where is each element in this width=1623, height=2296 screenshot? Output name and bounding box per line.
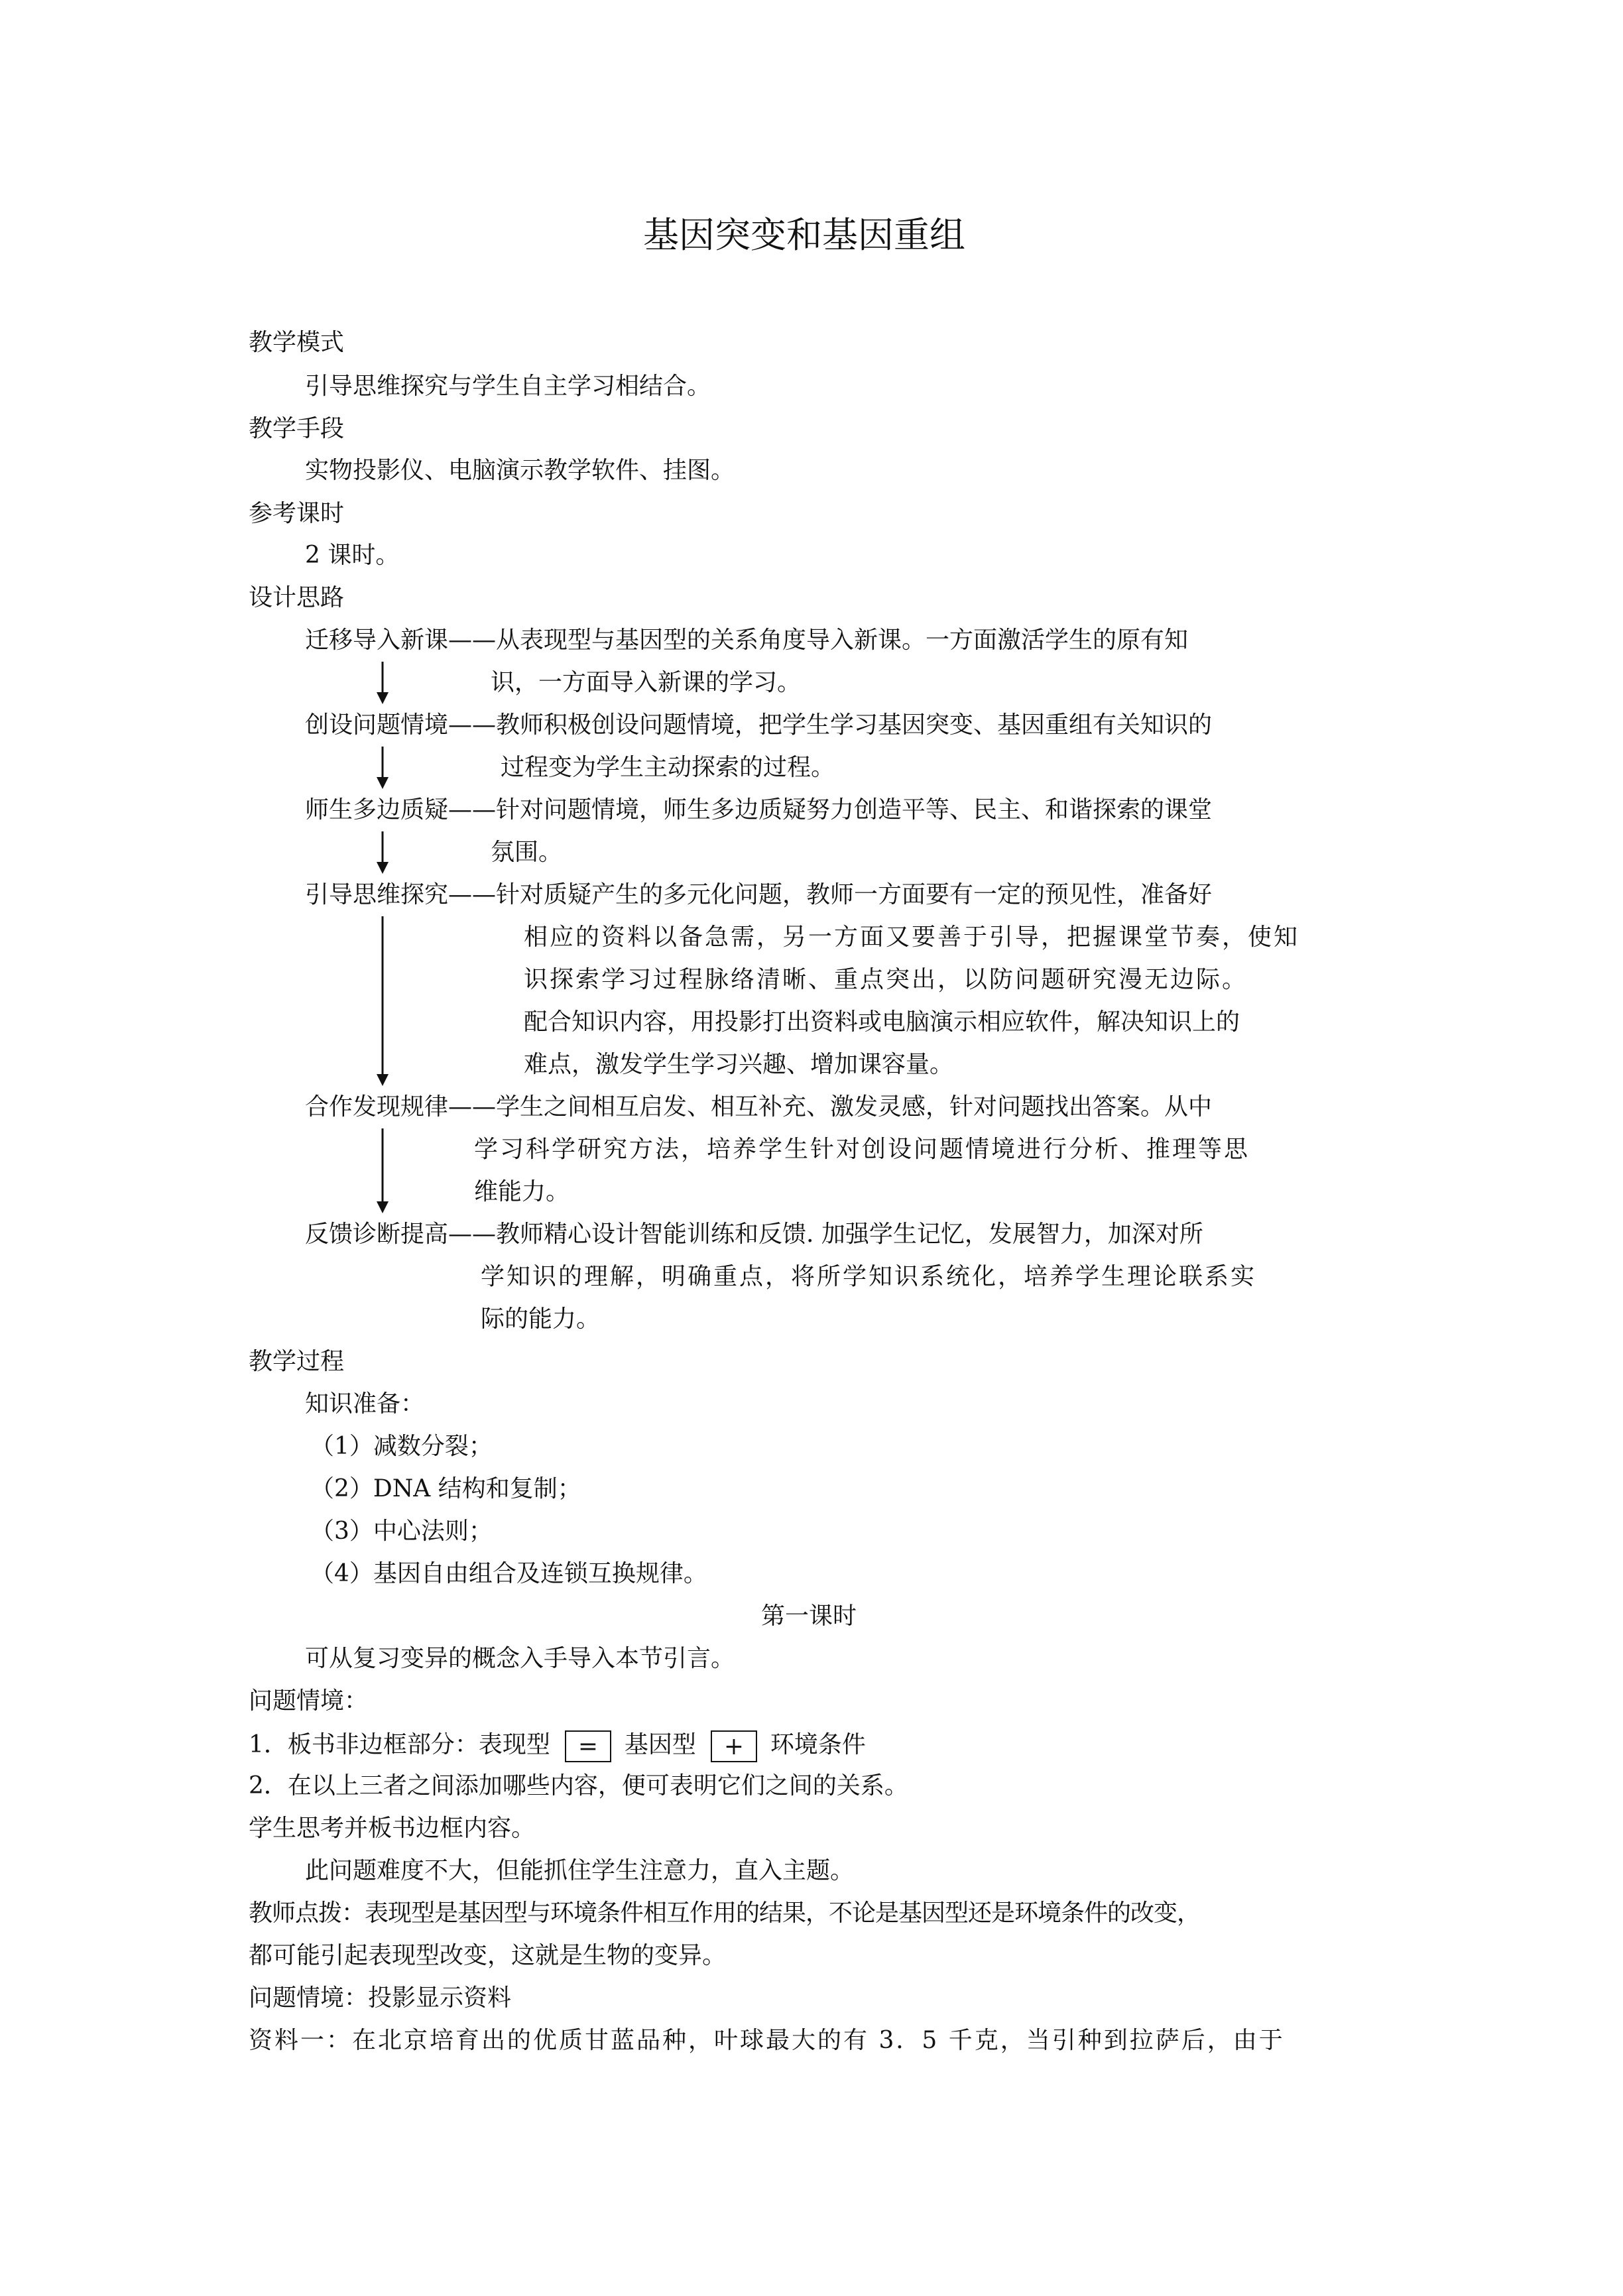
flow-step-6-line-2: 学知识的理解，明确重点，将所学知识系统化，培养学生理论联系实: [481, 1263, 1257, 1290]
heading-design-idea: 设计思路: [249, 584, 345, 611]
flow-arrow-3: [375, 831, 391, 875]
material-1: 资料一：在北京培育出的优质甘蓝品种，叶球最大的有 3．5 千克，当引种到拉萨后，由于: [249, 2027, 1285, 2054]
flow-step-4-line-5: 难点，激发学生学习兴趣、增加课容量。: [524, 1051, 954, 1078]
question-1: [249, 1730, 866, 1762]
flow-step-1-line-2: 识，一方面导入新课的学习。: [491, 669, 802, 696]
flow-step-4-line-2: 相应的资料以备急需，另一方面又要善于引导，把握课堂节奏，使知: [524, 924, 1300, 951]
knowledge-prep-label: 知识准备：: [305, 1390, 425, 1418]
student-think: 学生思考并板书边框内容。: [249, 1815, 536, 1842]
prep-item-4: （4）基因自由组合及连锁互换规律。: [310, 1560, 707, 1587]
lesson-title: 第一课时: [761, 1602, 857, 1630]
heading-teaching-mode: 教学模式: [249, 329, 345, 356]
flow-step-5-line-2: 学习科学研究方法，培养学生针对创设问题情境进行分析、推理等思: [474, 1136, 1250, 1163]
teaching-mode-text: 引导思维探究与学生自主学习相结合。: [305, 373, 711, 400]
heading-teaching-process: 教学过程: [249, 1348, 345, 1375]
plus-box: +: [711, 1730, 757, 1762]
flow-step-2-line-2: 过程变为学生主动探索的过程。: [501, 754, 835, 781]
intro-text: 可从复习变异的概念入手导入本节引言。: [305, 1645, 735, 1672]
flow-step-6-line-1: 反馈诊断提高——教师精心设计智能训练和反馈. 加强学生记忆，发展智力，加深对所: [305, 1221, 1203, 1248]
flow-step-3-line-2: 氛围。: [491, 839, 563, 866]
prep-item-2: （2）DNA 结构和复制；: [310, 1475, 581, 1502]
question-1-suffix: 环境条件: [770, 1731, 866, 1758]
teaching-means-text: 实物投影仪、电脑演示教学软件、挂图。: [305, 457, 735, 484]
situation-label: 问题情境：: [249, 1687, 369, 1715]
flow-arrow-1: [375, 662, 391, 705]
flow-step-1-line-1: 迁移导入新课——从表现型与基因型的关系角度导入新课。一方面激活学生的原有知: [305, 627, 1189, 654]
flow-step-6-line-3: 际的能力。: [481, 1305, 601, 1333]
flow-step-4-line-4: 配合知识内容，用投影打出资料或电脑演示相应软件，解决知识上的: [524, 1008, 1240, 1036]
question-1-mid: 基因型: [624, 1731, 696, 1758]
flow-step-5-line-1: 合作发现规律——学生之间相互启发、相互补充、激发灵感，针对问题找出答案。从中: [305, 1093, 1213, 1120]
equals-box: =: [565, 1730, 611, 1762]
flow-arrow-4: [375, 916, 391, 1087]
flow-step-5-line-3: 维能力。: [474, 1178, 570, 1205]
prep-item-1: （1）减数分裂；: [310, 1433, 493, 1460]
teacher-tip-line-2: 都可能引起表现型改变，这就是生物的变异。: [249, 1942, 727, 1969]
heading-reference-hours: 参考课时: [249, 500, 345, 527]
situation-2: 问题情境：投影显示资料: [249, 1984, 512, 2012]
flow-step-2-line-1: 创设问题情境——教师积极创设问题情境，把学生学习基因突变、基因重组有关知识的: [305, 711, 1213, 739]
question-1-prefix: 1．板书非边框部分：表现型: [249, 1731, 550, 1758]
flow-arrow-2: [375, 747, 391, 790]
heading-teaching-means: 教学手段: [249, 415, 345, 442]
reference-hours-text: 2 课时。: [305, 542, 400, 569]
note-text: 此问题难度不大，但能抓住学生注意力，直入主题。: [305, 1857, 855, 1884]
question-2: 2．在以上三者之间添加哪些内容，便可表明它们之间的关系。: [249, 1772, 908, 1799]
flow-arrow-5: [375, 1128, 391, 1215]
prep-item-3: （3）中心法则；: [310, 1518, 493, 1545]
page-title: 基因突变和基因重组: [643, 214, 965, 256]
teacher-tip-line-1: 教师点拨：表现型是基因型与环境条件相互作用的结果，不论是基因型还是环境条件的改变，: [249, 1900, 1201, 1927]
flow-step-3-line-1: 师生多边质疑——针对问题情境，师生多边质疑努力创造平等、民主、和谐探索的课堂: [305, 796, 1213, 823]
flow-step-4-line-3: 识探索学习过程脉络清晰、重点突出，以防问题研究漫无边际。: [524, 966, 1248, 993]
flow-step-4-line-1: 引导思维探究——针对质疑产生的多元化问题，教师一方面要有一定的预见性，准备好: [305, 881, 1213, 908]
